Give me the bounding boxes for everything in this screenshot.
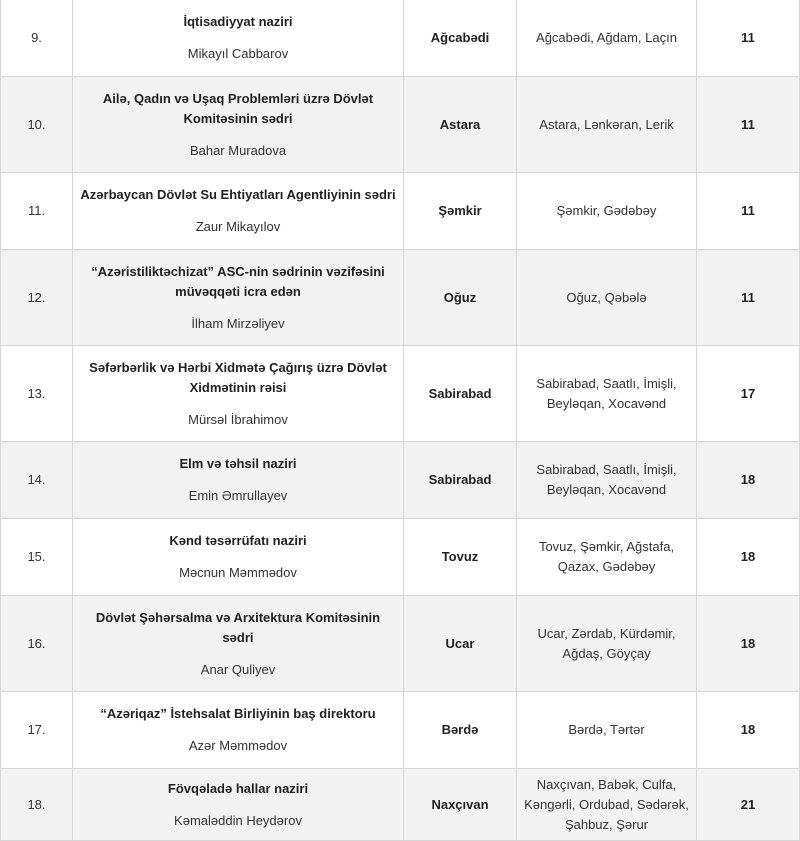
- row-number: 12.: [1, 250, 73, 346]
- covered-districts: Oğuz, Qəbələ: [517, 250, 697, 346]
- reception-date: 17: [697, 346, 800, 442]
- table-row: [1, 77, 800, 173]
- covered-districts: Tovuz, Şəmkir, Ağstafa, Qazax, Gədəbəy: [517, 519, 697, 596]
- row-number: 13.: [1, 346, 73, 442]
- official-cell: [73, 692, 404, 769]
- covered-districts: Sabirabad, Saatlı, İmişli, Beyləqan, Xocavənd: [517, 346, 697, 442]
- covered-districts: Ucar, Zərdab, Kürdəmir, Ağdaş, Göyçay: [517, 596, 697, 692]
- table-row: [1, 769, 800, 841]
- official-name: Mürsəl İbrahimov: [188, 411, 288, 427]
- row-number: 16.: [1, 596, 73, 692]
- official-cell: [73, 173, 404, 250]
- official-position: Dövlət Şəhərsalma və Arxitektura Komitəsinin sədri: [95, 609, 381, 645]
- table-row: [1, 692, 800, 769]
- official-position: Fövqəladə hallar naziri: [167, 780, 309, 796]
- official-name: Emin Əmrullayev: [188, 488, 288, 503]
- official-position: Ailə, Qadın və Uşaq Problemləri üzrə Dövlət Komitəsinin sədri: [102, 90, 374, 126]
- reception-date: 18: [697, 692, 800, 769]
- official-name: İlham Mirzəliyev: [191, 315, 285, 331]
- official-name: Anar Quliyev: [200, 661, 276, 677]
- official-name: Mikayıl Cabbarov: [187, 46, 289, 61]
- official-cell: [73, 0, 404, 77]
- table-row: [1, 250, 800, 346]
- table-row: [1, 596, 800, 692]
- official-position: “Azəristiliktəchizat” ASC-nin sədrinin vəzifəsini müvəqqəti icra edən: [91, 263, 385, 299]
- official-position: İqtisadiyyat naziri: [183, 14, 293, 29]
- table-row: [1, 346, 800, 442]
- row-number: 11.: [1, 173, 73, 250]
- row-number: 15.: [1, 519, 73, 596]
- official-name: Azər Məmmədov: [188, 738, 288, 753]
- covered-districts: Bərdə, Tərtər: [517, 692, 697, 769]
- official-position: Kənd təsərrüfatı naziri: [169, 533, 307, 548]
- official-name: Məcnun Məmmədov: [179, 565, 297, 580]
- row-number: 9.: [1, 0, 73, 77]
- official-cell: [73, 519, 404, 596]
- reception-date: 18: [697, 519, 800, 596]
- official-name: Bahar Muradova: [189, 142, 287, 158]
- official-position: “Azəriqaz” İstehsalat Birliyinin baş direktoru: [100, 706, 376, 721]
- official-cell: [73, 77, 404, 173]
- official-cell: [73, 346, 404, 442]
- official-position: Azərbaycan Dövlət Su Ehtiyatları Agentliyinin sədri: [80, 187, 396, 202]
- official-name: Kəmaləddin Heydərov: [174, 812, 302, 828]
- covered-districts: Naxçıvan, Babək, Culfa, Kəngərli, Ordubad, Sədərək, Şahbuz, Şərur: [517, 769, 697, 841]
- covered-districts: Sabirabad, Saatlı, İmişli, Beyləqan, Xocavənd: [517, 442, 697, 519]
- official-cell: [73, 769, 404, 841]
- official-position: Elm və təhsil naziri: [179, 456, 297, 471]
- reception-date: 18: [697, 596, 800, 692]
- row-number: 10.: [1, 77, 73, 173]
- table-row: [1, 519, 800, 596]
- reception-city: Astara: [404, 77, 517, 173]
- official-cell: [73, 250, 404, 346]
- reception-city: Ağcabədi: [404, 0, 517, 77]
- reception-city: Ucar: [404, 596, 517, 692]
- reception-city: Naxçıvan: [404, 769, 517, 841]
- table-row: [1, 0, 800, 77]
- reception-city: Sabirabad: [404, 442, 517, 519]
- reception-date: 11: [697, 77, 800, 173]
- reception-city: Bərdə: [404, 692, 517, 769]
- official-name: Zaur Mikayılov: [195, 219, 281, 234]
- table-row: [1, 442, 800, 519]
- reception-city: Tovuz: [404, 519, 517, 596]
- reception-date: 11: [697, 250, 800, 346]
- reception-city: Şəmkir: [404, 173, 517, 250]
- covered-districts: Astara, Lənkəran, Lerik: [517, 77, 697, 173]
- reception-city: Sabirabad: [404, 346, 517, 442]
- reception-city: Oğuz: [404, 250, 517, 346]
- covered-districts: Ağcabədi, Ağdam, Laçın: [517, 0, 697, 77]
- row-number: 17.: [1, 692, 73, 769]
- row-number: 18.: [1, 769, 73, 841]
- official-cell: [73, 596, 404, 692]
- reception-date: 11: [697, 0, 800, 77]
- official-cell: [73, 442, 404, 519]
- table-row: [1, 173, 800, 250]
- covered-districts: Şəmkir, Gədəbəy: [517, 173, 697, 250]
- row-number: 14.: [1, 442, 73, 519]
- reception-date: 18: [697, 442, 800, 519]
- reception-date: 11: [697, 173, 800, 250]
- official-position: Səfərbərlik və Hərbi Xidmətə Çağırış üzrə Dövlət Xidmətinin rəisi: [89, 359, 387, 395]
- reception-date: 21: [697, 769, 800, 841]
